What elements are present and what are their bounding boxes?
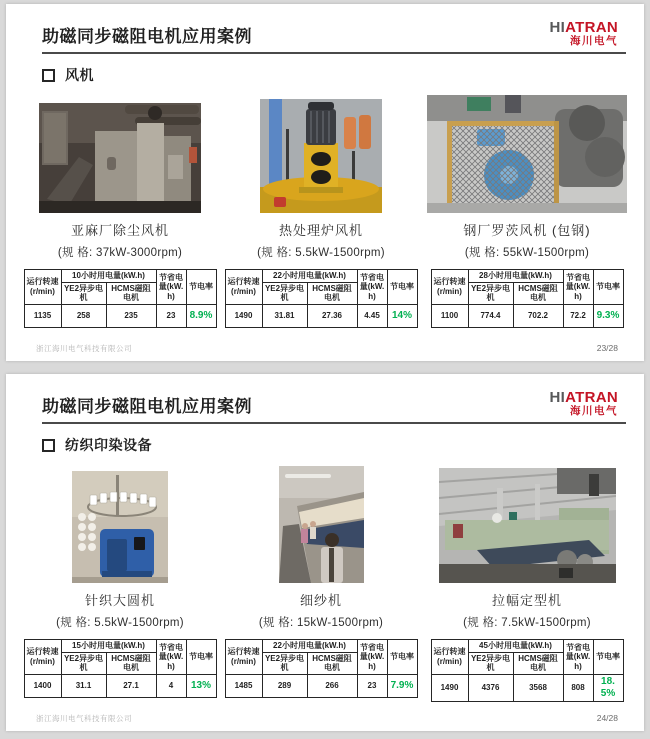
hiatran-wordmark: HIATRAN xyxy=(549,19,618,36)
rate-value: 8.9% xyxy=(186,304,216,327)
furnace-fan-photo xyxy=(260,99,382,213)
case-spec: (规 格: 5.5kW-1500rpm) xyxy=(257,247,385,259)
saving-value: 4.45 xyxy=(357,304,387,327)
energy-saving-table xyxy=(225,269,418,328)
saving-value: 808 xyxy=(563,674,593,701)
hiatran-logo xyxy=(550,20,619,47)
footer-company: 浙江海川电气科技有限公司 xyxy=(36,344,132,353)
page-number: 23/28 xyxy=(596,343,618,353)
title-divider xyxy=(42,422,626,424)
rate-value: 14% xyxy=(387,304,417,327)
motor1-header: YE2异步电机 xyxy=(468,652,513,674)
case-grid xyxy=(6,85,644,328)
speed-value: 1490 xyxy=(431,674,468,701)
speed-header: 运行转速 (r/min) xyxy=(24,270,61,305)
hiatran-chinese-name: 海川电气 xyxy=(570,404,618,417)
photo-box xyxy=(424,459,630,583)
motor1-value: 289 xyxy=(262,674,307,697)
square-bullet-icon xyxy=(42,439,55,452)
usage-header: 22小时用电量(kW.h) xyxy=(262,640,357,653)
motor1-value: 31.81 xyxy=(262,304,307,327)
rate-value: 13% xyxy=(186,674,216,697)
energy-saving-table xyxy=(225,639,418,698)
photo-box xyxy=(22,89,218,213)
motor2-header: HCMS磁阻电机 xyxy=(307,652,357,674)
saving-header: 节省电量(kW.h) xyxy=(563,270,593,305)
rate-value: 18.5% xyxy=(593,674,623,701)
case-flax-dust-fan xyxy=(22,89,218,328)
energy-saving-table xyxy=(24,639,217,698)
rate-header: 节电率 xyxy=(186,270,216,305)
case-name: 细纱机 xyxy=(299,593,342,608)
spinning-machine-photo xyxy=(279,466,364,583)
rate-value: 7.9% xyxy=(387,674,417,697)
motor2-header: HCMS磁阻电机 xyxy=(106,282,156,304)
motor2-value: 702.2 xyxy=(513,304,563,327)
speed-header: 运行转速 (r/min) xyxy=(225,270,262,305)
motor2-value: 27.36 xyxy=(307,304,357,327)
energy-saving-table xyxy=(24,269,217,328)
speed-header: 运行转速 (r/min) xyxy=(24,640,61,675)
speed-header: 运行转速 (r/min) xyxy=(431,640,468,675)
saving-value: 72.2 xyxy=(563,304,593,327)
section-label: 纺织印染设备 xyxy=(65,437,152,453)
motor2-header: HCMS磁阻电机 xyxy=(513,652,563,674)
title-divider xyxy=(42,52,626,54)
square-bullet-icon xyxy=(42,69,55,82)
section-heading xyxy=(42,435,644,455)
case-name: 热处理炉风机 xyxy=(278,223,363,238)
motor1-header: YE2异步电机 xyxy=(262,652,307,674)
slide-header xyxy=(6,4,644,52)
tenter-machine-photo xyxy=(439,468,616,583)
rate-value: 9.3% xyxy=(593,304,623,327)
motor1-value: 774.4 xyxy=(468,304,513,327)
photo-box xyxy=(223,89,419,213)
saving-header: 节省电量(kW.h) xyxy=(563,640,593,675)
case-spec: (规 格: 55kW-1500rpm) xyxy=(464,247,590,259)
slide-title: 助磁同步磁阻电机应用案例 xyxy=(42,397,252,416)
speed-value: 1100 xyxy=(431,304,468,327)
usage-header: 10小时用电量(kW.h) xyxy=(61,270,156,283)
rate-header: 节电率 xyxy=(387,640,417,675)
case-grid xyxy=(6,455,644,702)
energy-saving-table xyxy=(431,639,624,702)
speed-header: 运行转速 (r/min) xyxy=(431,270,468,305)
footer-company: 浙江海川电气科技有限公司 xyxy=(36,714,132,723)
motor2-value: 27.1 xyxy=(106,674,156,697)
photo-box xyxy=(424,89,630,213)
motor2-header: HCMS磁阻电机 xyxy=(307,282,357,304)
slide-header xyxy=(6,374,644,422)
motor2-header: HCMS磁阻电机 xyxy=(513,282,563,304)
saving-header: 节省电量(kW.h) xyxy=(357,270,387,305)
case-name: 钢厂罗茨风机 (包钢) xyxy=(463,223,591,238)
motor2-value: 266 xyxy=(307,674,357,697)
usage-header: 45小时用电量(kW.h) xyxy=(468,640,563,653)
speed-value: 1135 xyxy=(24,304,61,327)
hiatran-logo xyxy=(550,390,619,417)
rate-header: 节电率 xyxy=(186,640,216,675)
rate-header: 节电率 xyxy=(593,640,623,675)
usage-header: 15小时用电量(kW.h) xyxy=(61,640,156,653)
case-furnace-fan xyxy=(223,89,419,328)
motor1-value: 258 xyxy=(61,304,106,327)
case-tenter-machine xyxy=(424,459,630,702)
usage-header: 28小时用电量(kW.h) xyxy=(468,270,563,283)
motor1-header: YE2异步电机 xyxy=(468,282,513,304)
saving-header: 节省电量(kW.h) xyxy=(156,640,186,675)
speed-value: 1490 xyxy=(225,304,262,327)
saving-value: 23 xyxy=(357,674,387,697)
motor1-value: 4376 xyxy=(468,674,513,701)
photo-box xyxy=(223,459,419,583)
speed-header: 运行转速 (r/min) xyxy=(225,640,262,675)
energy-saving-table xyxy=(431,269,624,328)
motor1-header: YE2异步电机 xyxy=(61,652,106,674)
saving-value: 4 xyxy=(156,674,186,697)
hiatran-chinese-name: 海川电气 xyxy=(570,34,618,47)
saving-header: 节省电量(kW.h) xyxy=(156,270,186,305)
motor1-header: YE2异步电机 xyxy=(61,282,106,304)
slide-title: 助磁同步磁阻电机应用案例 xyxy=(42,27,252,46)
motor1-value: 31.1 xyxy=(61,674,106,697)
case-name: 拉幅定型机 xyxy=(491,593,562,608)
rate-header: 节电率 xyxy=(387,270,417,305)
page-number: 24/28 xyxy=(596,713,618,723)
motor2-header: HCMS磁阻电机 xyxy=(106,652,156,674)
speed-value: 1400 xyxy=(24,674,61,697)
section-label: 风机 xyxy=(65,67,94,83)
case-spec: (规 格: 5.5kW-1500rpm) xyxy=(56,617,184,629)
section-heading xyxy=(42,65,644,85)
slide-fans xyxy=(6,4,644,361)
motor2-value: 235 xyxy=(106,304,156,327)
saving-header: 节省电量(kW.h) xyxy=(357,640,387,675)
case-knitting-machine xyxy=(22,459,218,702)
case-spec: (规 格: 15kW-1500rpm) xyxy=(258,617,384,629)
saving-value: 23 xyxy=(156,304,186,327)
roots-fan-photo xyxy=(427,95,627,213)
case-spec: (规 格: 7.5kW-1500rpm) xyxy=(463,617,591,629)
case-name: 针织大圆机 xyxy=(84,593,155,608)
usage-header: 22小时用电量(kW.h) xyxy=(262,270,357,283)
case-roots-fan xyxy=(424,89,630,328)
knitting-machine-photo xyxy=(72,471,168,583)
case-name: 亚麻厂除尘风机 xyxy=(70,223,169,238)
flax-dust-fan-photo xyxy=(39,103,201,213)
motor2-value: 3568 xyxy=(513,674,563,701)
rate-header: 节电率 xyxy=(593,270,623,305)
slide-textile xyxy=(6,374,644,731)
case-spec: (规 格: 37kW-3000rpm) xyxy=(57,247,183,259)
case-spinning-machine xyxy=(223,459,419,702)
speed-value: 1485 xyxy=(225,674,262,697)
hiatran-wordmark: HIATRAN xyxy=(549,389,618,406)
photo-box xyxy=(22,459,218,583)
motor1-header: YE2异步电机 xyxy=(262,282,307,304)
